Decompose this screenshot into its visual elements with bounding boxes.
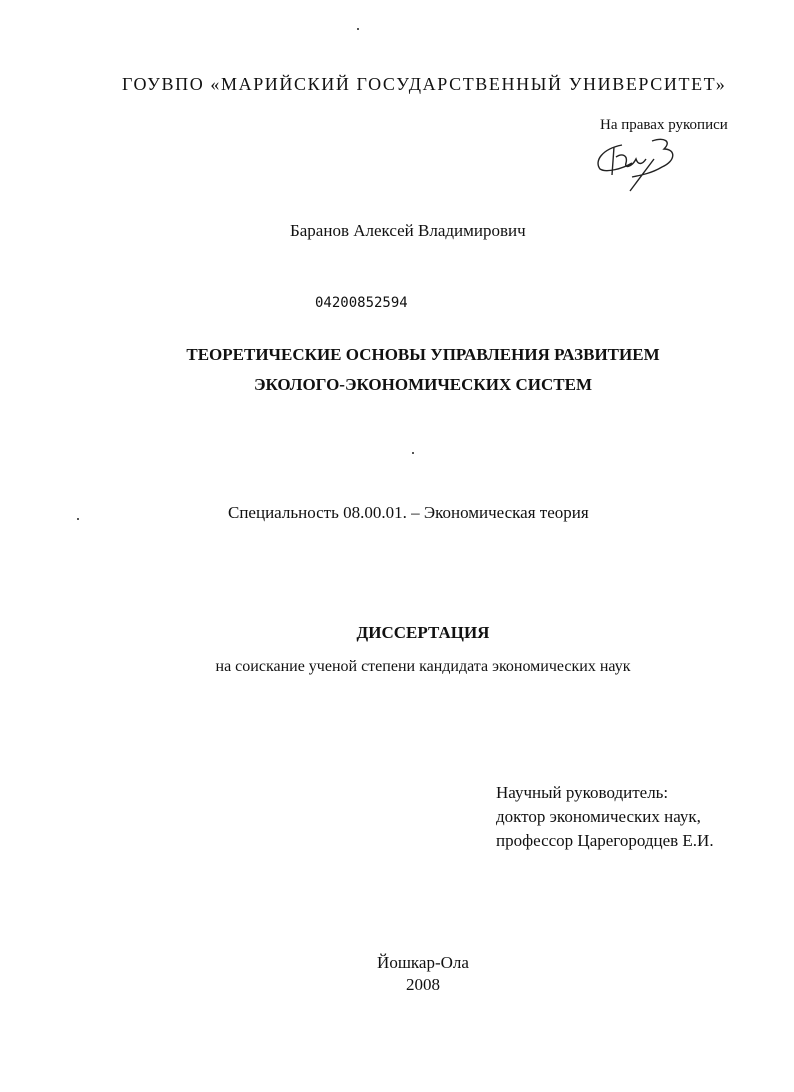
catalog-number: 04200852594: [315, 295, 408, 311]
supervisor-name: профессор Царегородцев Е.И.: [496, 831, 714, 850]
signature: [592, 135, 692, 193]
year: 2008: [406, 975, 440, 994]
title-line-1: ТЕОРЕТИЧЕСКИЕ ОСНОВЫ УПРАВЛЕНИЯ РАЗВИТИЕМ: [186, 345, 660, 364]
specialty: Специальность 08.00.01. – Экономическая теория: [228, 503, 589, 522]
degree-statement: на соискание ученой степени кандидата экономических наук: [215, 658, 631, 675]
institution-header: ГОУВПО «МАРИЙСКИЙ ГОСУДАРСТВЕННЫЙ УНИВЕРСИТЕТ»: [122, 74, 727, 94]
manuscript-note: На правах рукописи: [600, 117, 728, 133]
scan-speck: [412, 452, 414, 454]
title-line-2: ЭКОЛОГО-ЭКОНОМИЧЕСКИХ СИСТЕМ: [253, 375, 593, 394]
supervisor-label: Научный руководитель:: [496, 783, 669, 802]
scan-speck: [357, 28, 359, 30]
city: Йошкар-Ола: [377, 953, 469, 972]
supervisor-degree: доктор экономических наук,: [496, 807, 701, 826]
author-name: Баранов Алексей Владимирович: [290, 221, 526, 240]
scan-speck: [77, 518, 79, 520]
document-type: ДИССЕРТАЦИЯ: [356, 623, 490, 642]
